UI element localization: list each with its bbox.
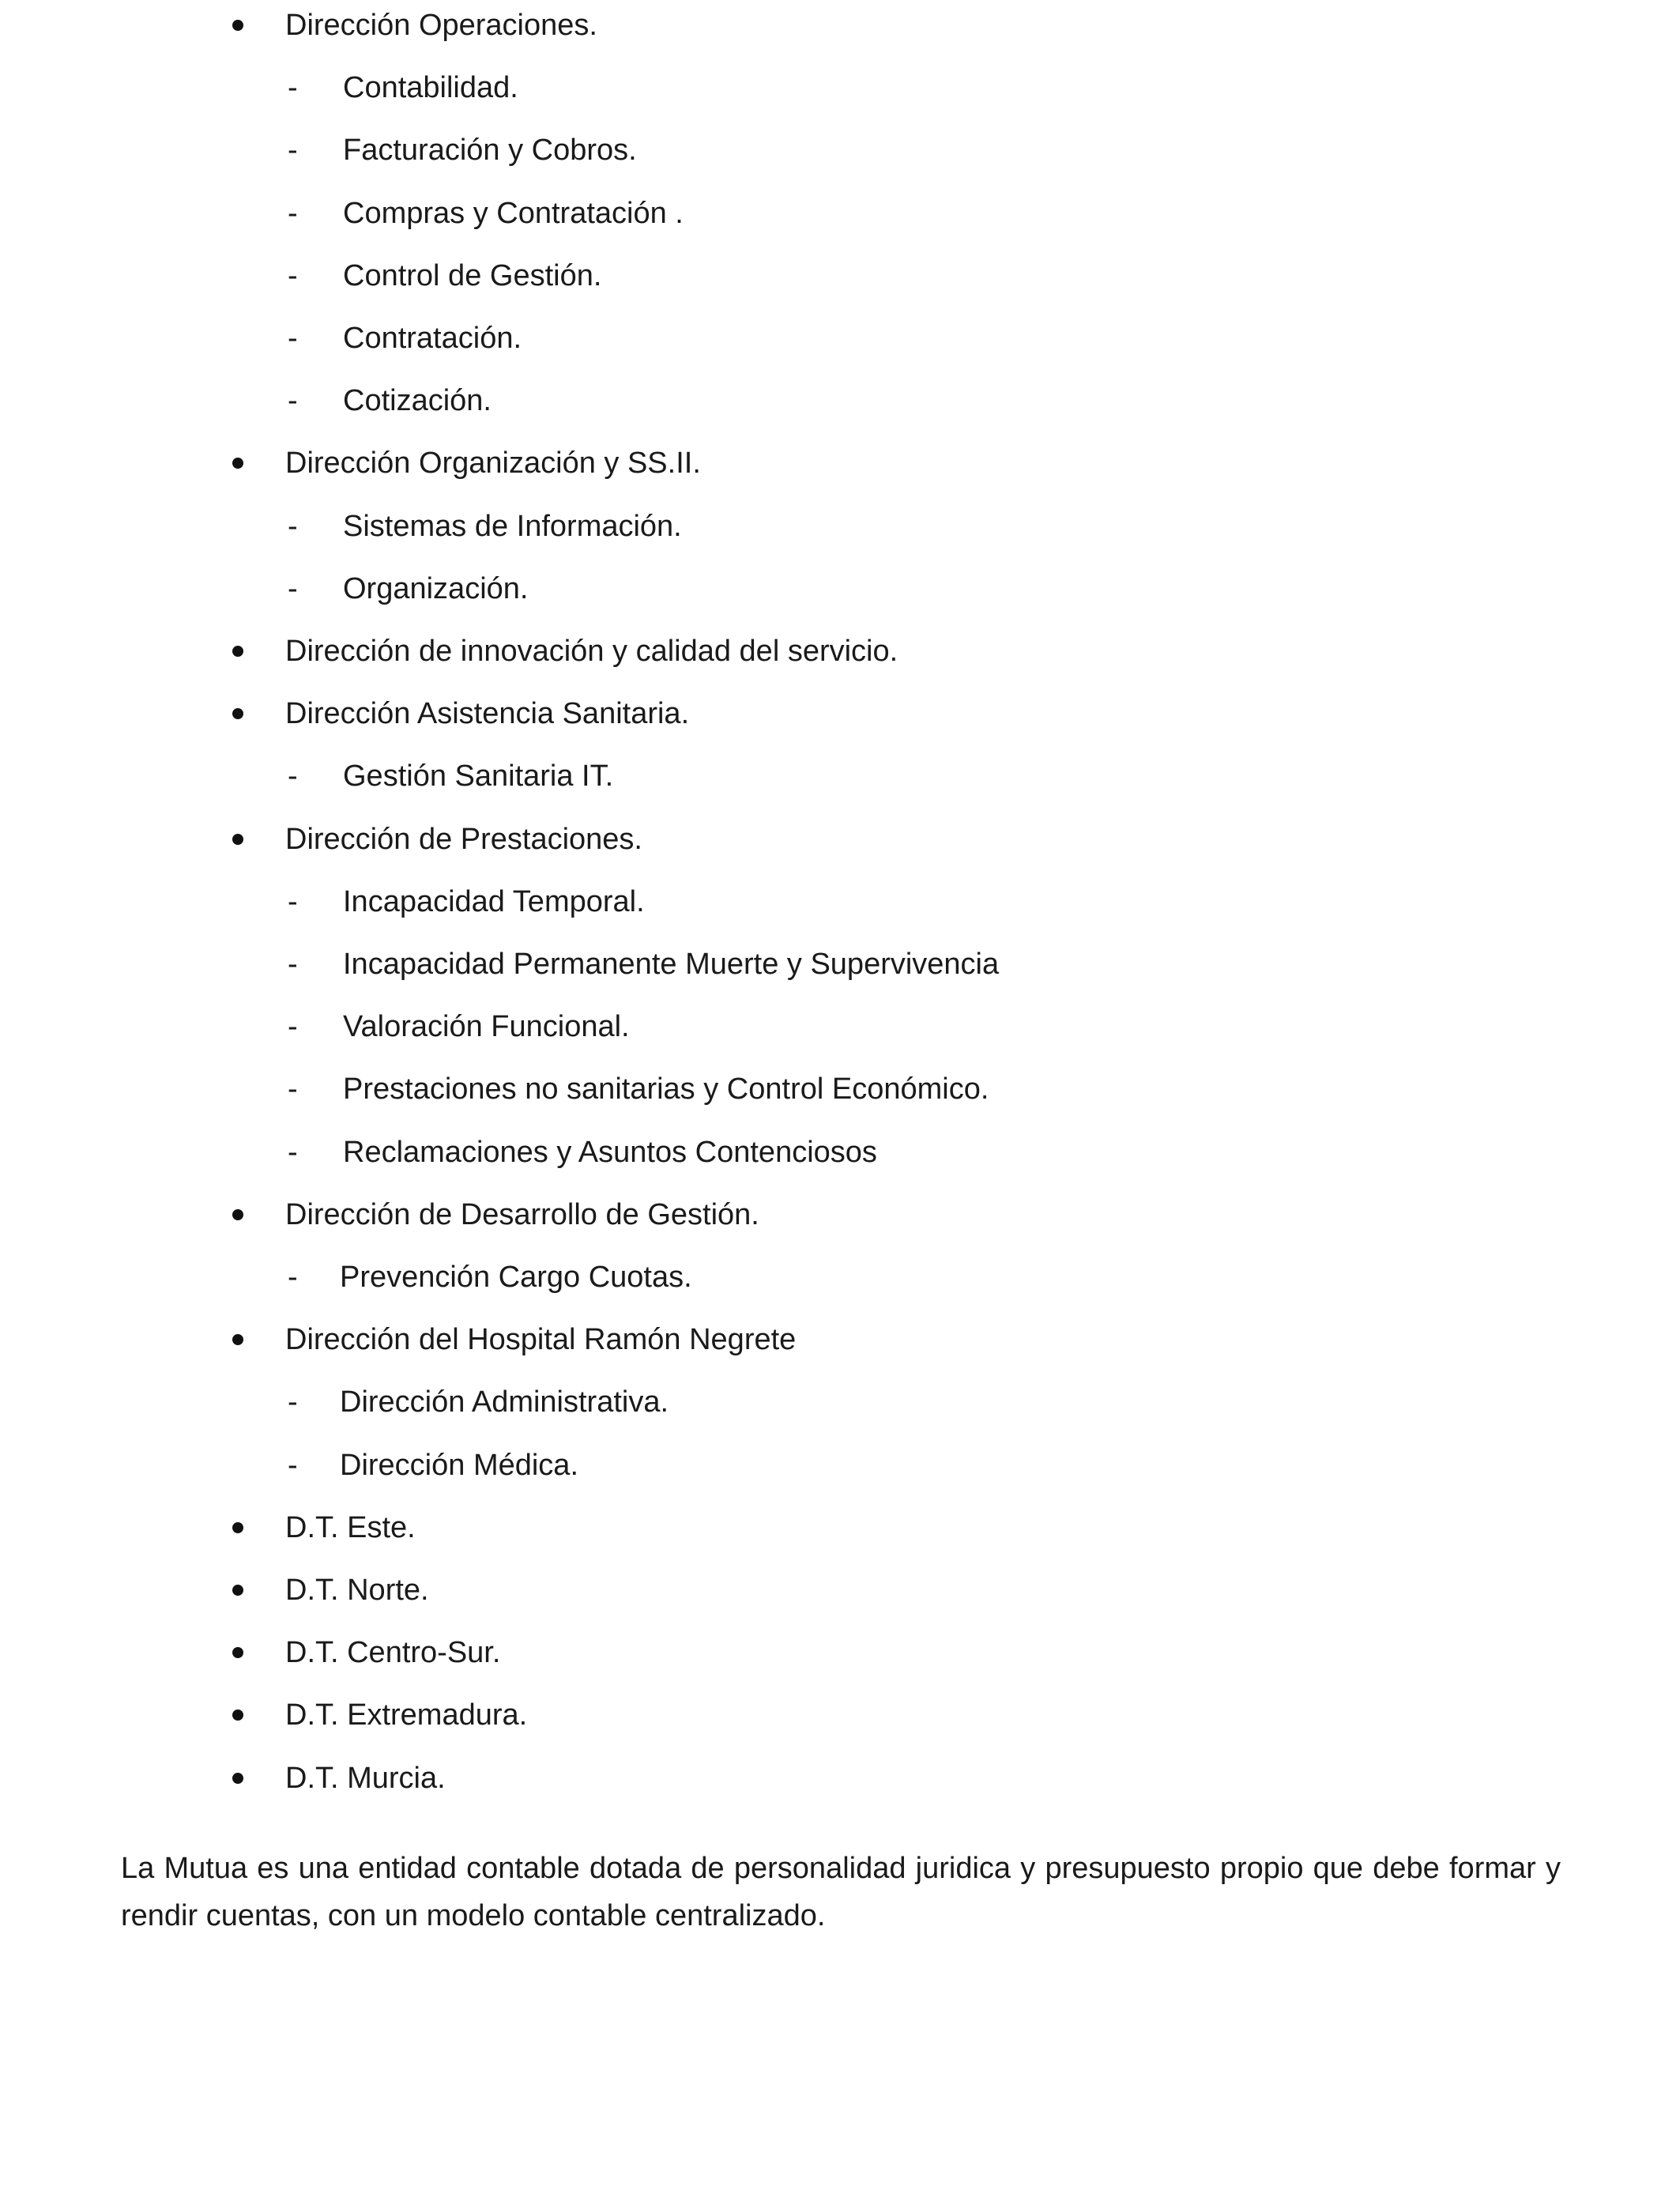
dash-marker: - <box>288 258 298 292</box>
sub-list-item <box>0 752 1422 800</box>
sub-list-item <box>0 252 1422 300</box>
bullet-icon <box>232 1209 243 1220</box>
list-item-text: Dirección del Hospital Ramón Negrete <box>285 1323 797 1357</box>
dash-marker: - <box>288 948 298 981</box>
dash-marker: - <box>288 71 298 105</box>
sub-list-item <box>0 503 1422 550</box>
sub-list-item <box>0 1378 1422 1426</box>
sub-list-item-text: Reclamaciones y Asuntos Contenciosos <box>343 1135 877 1169</box>
bullet-icon <box>232 708 243 719</box>
list-item <box>0 2 1422 49</box>
sub-list-item <box>0 1065 1422 1113</box>
sub-list-item <box>0 1129 1422 1176</box>
sub-list-item-text: Cotización. <box>343 384 492 418</box>
list-item <box>0 690 1422 737</box>
dash-marker: - <box>288 384 298 418</box>
dash-marker: - <box>288 571 298 605</box>
list-item <box>0 1691 1422 1739</box>
sub-list-item-text: Incapacidad Permanente Muerte y Supervivencia <box>343 948 1000 981</box>
bullet-icon <box>232 1522 243 1533</box>
sub-list-item-text: Sistemas de Información. <box>343 509 682 543</box>
bullet-icon <box>232 1334 243 1345</box>
sub-list-item <box>0 1253 1422 1301</box>
closing-paragraph: La Mutua es una entidad contable dotada de personalidad juridica y presupuesto propio que debe formar y rendir cuentas, con un modelo contable centralizado. <box>121 1852 1561 1932</box>
sub-list-item <box>0 878 1422 925</box>
sub-list-item-text: Prestaciones no sanitarias y Control Económico. <box>343 1072 989 1106</box>
list-item-text: Dirección Organización y SS.II. <box>285 447 701 481</box>
bullet-icon <box>232 646 243 657</box>
list-item-text: Dirección Operaciones. <box>285 9 597 42</box>
list-item-text: Dirección Asistencia Sanitaria. <box>285 697 690 731</box>
dash-marker: - <box>288 509 298 543</box>
sub-list-item <box>0 315 1422 362</box>
list-item <box>0 1316 1422 1363</box>
sub-list-item-text: Dirección Médica. <box>340 1448 578 1482</box>
list-item-text: D.T. Norte. <box>285 1574 429 1607</box>
sub-list-item-text: Facturación y Cobros. <box>343 134 637 168</box>
list-item <box>0 1629 1422 1676</box>
dash-marker: - <box>288 760 298 794</box>
list-item-text: D.T. Extremadura. <box>285 1698 528 1732</box>
list-item-text: D.T. Este. <box>285 1510 416 1544</box>
sub-list-item-text: Compras y Contratación . <box>343 196 684 230</box>
dash-marker: - <box>288 1135 298 1169</box>
sub-list-item <box>0 565 1422 613</box>
dash-marker: - <box>288 196 298 230</box>
bullet-icon <box>232 834 243 845</box>
sub-list-item-text: Prevención Cargo Cuotas. <box>340 1261 692 1294</box>
sub-list-item <box>0 1003 1422 1050</box>
dash-marker: - <box>288 1072 298 1106</box>
sub-list-item <box>0 190 1422 237</box>
bullet-icon <box>232 1710 243 1721</box>
sub-list-item <box>0 941 1422 988</box>
list-item <box>0 1566 1422 1614</box>
bullet-icon <box>232 458 243 469</box>
list-item <box>0 1504 1422 1551</box>
list-item-text: D.T. Murcia. <box>285 1761 446 1795</box>
dash-marker: - <box>288 322 298 355</box>
sub-list-item <box>0 377 1422 424</box>
sub-list-item <box>0 64 1422 111</box>
sub-list-item-text: Dirección Administrativa. <box>340 1385 669 1419</box>
dash-marker: - <box>288 1385 298 1419</box>
bullet-icon <box>232 1585 243 1596</box>
sub-list-item <box>0 126 1422 174</box>
sub-list-item-text: Incapacidad Temporal. <box>343 884 645 918</box>
bullet-icon <box>232 1773 243 1784</box>
list-item <box>0 816 1422 863</box>
sub-list-item-text: Contratación. <box>343 322 522 355</box>
dash-marker: - <box>288 134 298 168</box>
sub-list-item-text: Control de Gestión. <box>343 258 602 292</box>
list-item-text: D.T. Centro-Sur. <box>285 1636 501 1670</box>
sub-list-item-text: Contabilidad. <box>343 71 518 105</box>
list-item <box>0 439 1422 487</box>
list-item <box>0 628 1422 675</box>
bullet-icon <box>232 1647 243 1658</box>
sub-list-item-text: Organización. <box>343 571 529 605</box>
list-item-text: Dirección de Desarrollo de Gestión. <box>285 1197 759 1231</box>
list-item-text: Dirección de Prestaciones. <box>285 822 642 856</box>
list-item-text: Dirección de innovación y calidad del servicio. <box>285 635 898 668</box>
dash-marker: - <box>288 884 298 918</box>
list-item <box>0 1755 1422 1802</box>
bullet-icon <box>232 20 243 31</box>
sub-list-item-text: Gestión Sanitaria IT. <box>343 760 614 794</box>
dash-marker: - <box>288 1448 298 1482</box>
dash-marker: - <box>288 1261 298 1294</box>
dash-marker: - <box>288 1010 298 1044</box>
sub-list-item-text: Valoración Funcional. <box>343 1010 630 1044</box>
list-item <box>0 1191 1422 1238</box>
sub-list-item <box>0 1442 1422 1489</box>
